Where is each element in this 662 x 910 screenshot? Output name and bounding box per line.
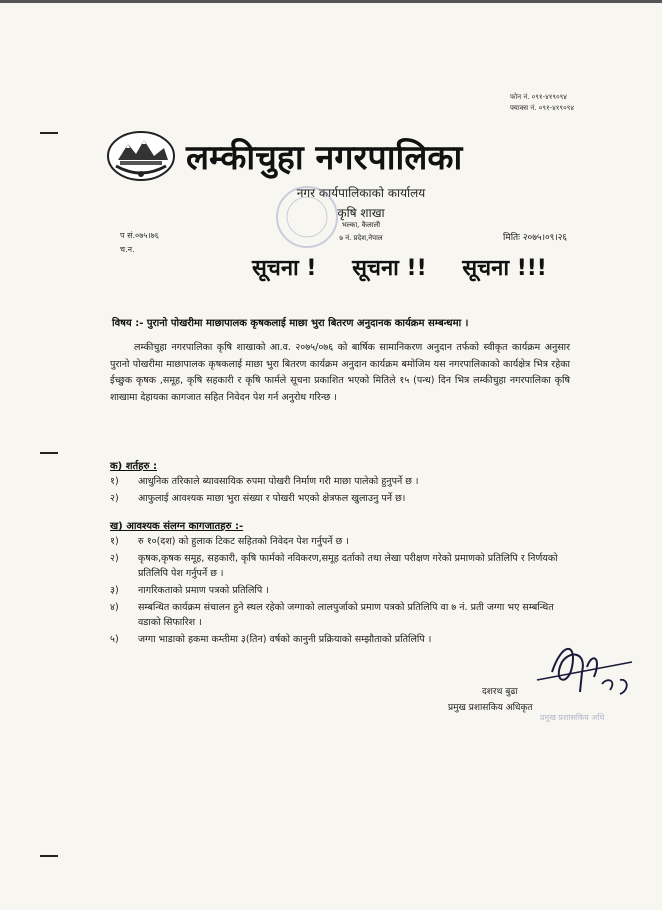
item-text: रु १०(दश) को हुलाक टिकट सहितको निवेदन पेश गर्नुपर्ने छ । [138,536,349,547]
item-number: ४) [110,602,119,613]
branch-name: कृषि शाखा [337,206,385,220]
list-item [110,491,570,506]
handwritten-signature [532,632,642,712]
fax-number: फ्याक्स नं. ०९१-४१९०९४ [510,104,574,112]
documents-heading: ख) आवश्यक संलग्न कागजातहरु :- [110,521,244,532]
faint-stamp-icon [262,182,352,252]
subject-line: विषय :- पुरानो पोखरीमा माछापालक कृषकलाई माछा भुरा बितरण अनुदानक कार्यक्रम सम्बन्धमा । [112,318,469,329]
office-name: नगर कार्यपालिकाको कार्यालय [296,186,426,200]
item-number: ५) [110,634,119,645]
item-text: आफुलाई आवश्यक माछा भुरा संख्या र पोखरी भएको क्षेत्रफल खुलाउनु पर्ने छ। [138,493,406,504]
item-text: सम्बन्धित कार्यक्रम संचालन हुने स्थल रहेको जग्गाको लालपुर्जाको प्रमाण पत्रको प्रतिलिपि वा ७ नं. प्रती जग्गा भए सम्बन्धित वडाको सिफारिश । [138,602,554,628]
nepal-emblem-icon [106,130,176,182]
issue-date: मितिः २०७५।०९।२६ [503,233,568,243]
item-number: २) [110,493,119,504]
notice-word: सूचना !! [352,256,427,281]
list-item [110,534,570,549]
item-number: १) [110,536,119,547]
list-item [110,632,570,647]
list-item [110,583,570,598]
body-paragraph [110,340,570,406]
signatory-title: प्रमुख प्रशासकिय अधिकृत [448,703,533,713]
documents-list [110,534,570,649]
dispatch-number: च.न. [120,245,135,254]
item-text: जग्गा भाडाको हकमा कम्तीमा ३(तिन) वर्षको कानुनी प्रक्रियाको सम्झौताको प्रतिलिपि । [138,634,432,645]
punch-mark [40,855,58,857]
official-stamp-text: प्रमुख प्रशासकिय अधि [540,713,605,722]
contact-numbers [510,92,574,114]
item-number: २) [110,553,119,564]
address-line-2: ७ नं. प्रदेश,नेपाल [339,234,383,242]
address-line-1: भल्का, कैलाली [341,221,381,229]
body-text: लम्कीचुहा नगरपालिका कृषि शाखाको आ.व. २०७५/०७६ को बार्षिक सामानिकरण अनुदान तर्फको स्वीकृत कार्यक्रम अनुसार पुरानो पोखरीमा माछापालक कृषकलाई माछा भुरा बितरण कार्यक्रम अनुदान कार्यक्रम बमोजिम यस नगरपालिकाको कार्यक्षेत्र भित्र रहेका ईच्छुक कृषक ,समूह, कृषि सहकारी र कृषि फार्मले सूचना प्रकाशित भएको मितिले १५ (पन्ध) दिन भित्र लम्कीचुहा नगरपालिका कृषि शाखामा देहायका कागजात सहित निवेदन पेश गर्न अनुरोध गरिन्छ । [110,342,570,403]
notice-heading [252,252,575,282]
phone-number: फोन नं. ०९१-४१९०९४ [510,93,567,101]
municipality-title: लम्कीचुहा नगरपालिका [186,138,463,178]
punch-mark [40,132,58,134]
letter-number: प सं.०७५।७६ [120,231,159,240]
list-item [110,600,570,630]
item-number: ३) [110,585,119,596]
item-number: १) [110,476,119,487]
notice-word: सूचना !!! [462,256,547,281]
list-item [110,551,570,581]
conditions-heading: क) शर्तहरु : [110,461,158,472]
scan-edge [0,0,662,3]
item-text: कृषक,कृषक समूह, सहकारी, कृषि फार्मको नविकरण,समूह दर्ताको तथा लेखा परीक्षण गरेको प्रमाणको प्रतिलिपि र निर्णयको प्रतिलिपि पेश गर्नुपर्ने छ । [138,553,558,579]
reference-numbers [120,229,159,257]
signatory-name: दशरथ बुढा [482,687,518,697]
item-text: आधुनिक तरिकाले ब्यावसायिक रुपमा पोखरी निर्माण गरी माछा पालेको हुनुपर्ने छ । [138,476,419,487]
notice-word: सूचना ! [252,256,317,281]
conditions-list [110,474,570,508]
item-text: नागरिकताको प्रमाण पत्रको प्रतिलिपि । [138,585,269,596]
list-item [110,474,570,489]
punch-mark [40,452,58,454]
